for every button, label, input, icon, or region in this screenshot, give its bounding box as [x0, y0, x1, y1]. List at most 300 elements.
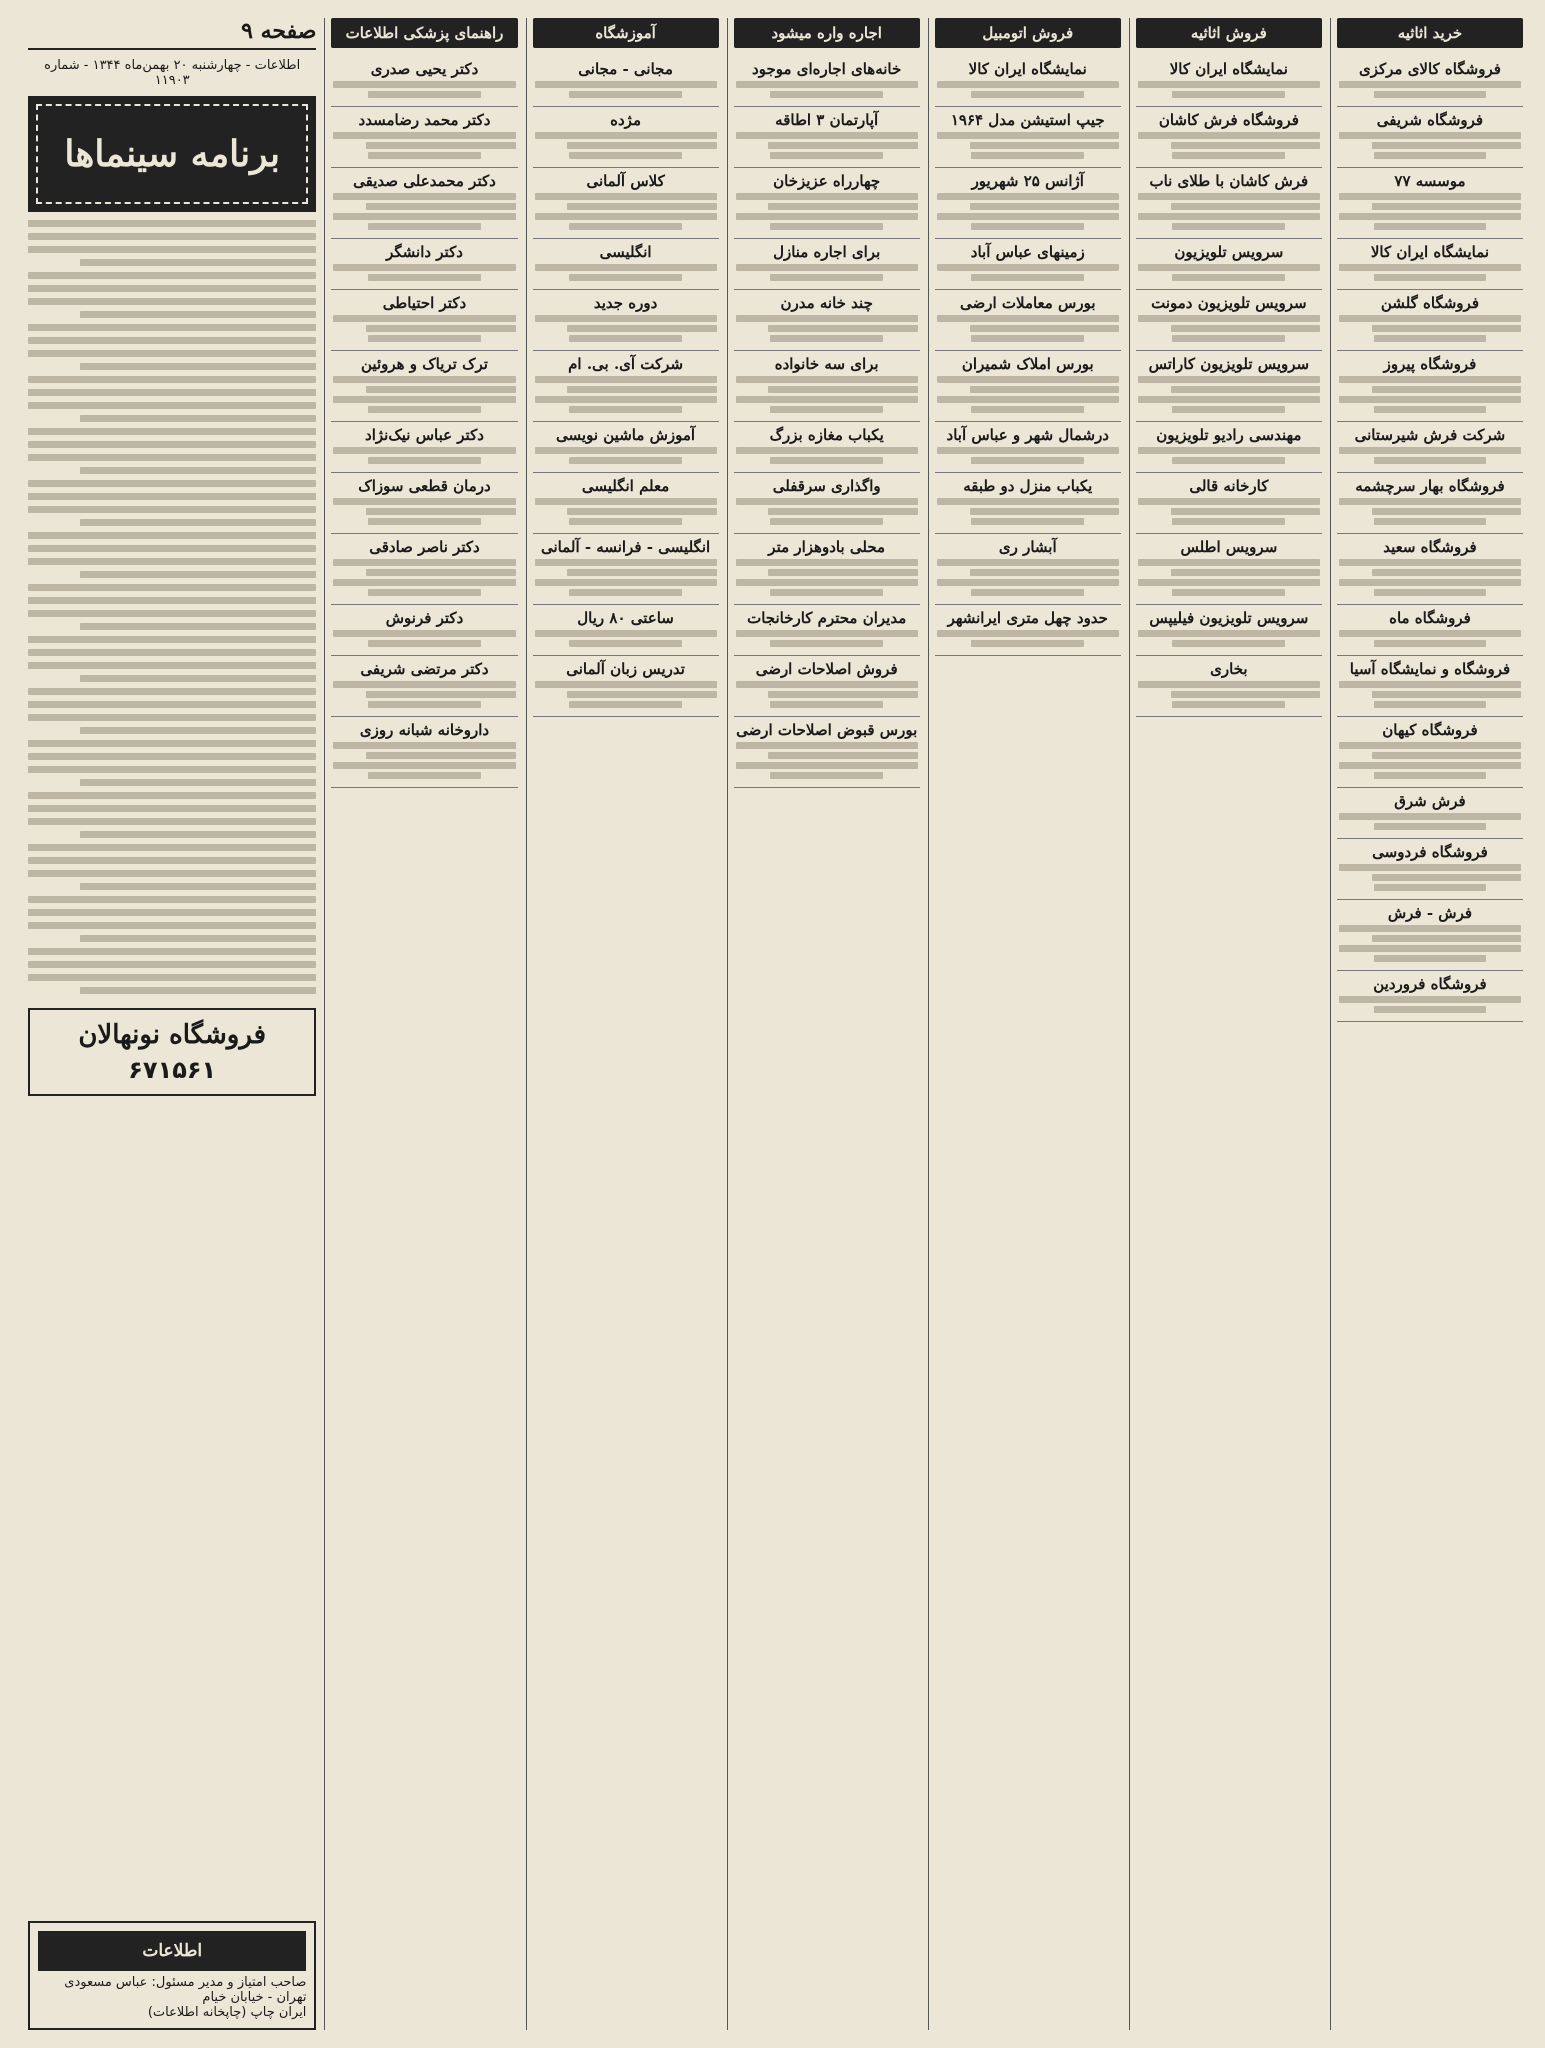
text-placeholder: [971, 406, 1084, 413]
text-placeholder: [1372, 386, 1521, 393]
classified-ad: [331, 717, 517, 788]
text-placeholder: [1172, 335, 1285, 342]
text-placeholder: [970, 142, 1119, 149]
text-placeholder: [333, 498, 515, 505]
text-placeholder: [1138, 376, 1320, 383]
text-placeholder: [28, 753, 316, 760]
text-placeholder: [28, 350, 316, 357]
imprint-line: صاحب امتیاز و مدیر مسئول: عباس مسعودی: [64, 1975, 307, 1990]
text-placeholder: [1374, 1006, 1487, 1013]
ad-title: سرویس اطلس: [1180, 538, 1278, 556]
text-placeholder: [768, 142, 917, 149]
text-placeholder: [937, 81, 1119, 88]
text-placeholder: [567, 203, 716, 210]
column-rentals: [727, 18, 920, 2030]
text-placeholder: [368, 406, 481, 413]
classified-ad: [734, 168, 920, 239]
text-placeholder: [1172, 274, 1285, 281]
classified-ad: [1136, 534, 1322, 605]
text-placeholder: [768, 203, 917, 210]
classified-ad: [1136, 168, 1322, 239]
text-placeholder: [28, 649, 316, 656]
text-placeholder: [535, 213, 717, 220]
ad-title: نمایشگاه ایران کالا: [968, 60, 1087, 78]
text-placeholder: [80, 259, 317, 266]
text-placeholder: [333, 193, 515, 200]
text-placeholder: [1339, 559, 1521, 566]
column-buy-furniture: [1330, 18, 1523, 2030]
section-header: خرید اثاثیه: [1337, 18, 1523, 48]
classified-ad: [1337, 839, 1523, 900]
text-placeholder: [1339, 193, 1521, 200]
text-placeholder: [1339, 742, 1521, 749]
classified-ad: [331, 107, 517, 168]
text-placeholder: [80, 727, 317, 734]
text-placeholder: [535, 264, 717, 271]
text-placeholder: [569, 457, 682, 464]
text-placeholder: [1339, 264, 1521, 271]
text-placeholder: [333, 81, 515, 88]
text-placeholder: [535, 447, 717, 454]
classified-ad: [1337, 656, 1523, 717]
ad-title: فرش - فرش: [1387, 904, 1473, 922]
ad-title: دکتر ناصر صادقی: [369, 538, 480, 556]
text-placeholder: [1138, 264, 1320, 271]
text-placeholder: [1171, 325, 1320, 332]
text-placeholder: [80, 519, 317, 526]
ad-title: ساعتی ۸۰ ریال: [577, 609, 674, 627]
text-placeholder: [1339, 996, 1521, 1003]
imprint-box: [28, 1921, 316, 2030]
ad-title: موسسه ۷۷: [1394, 172, 1466, 190]
text-placeholder: [971, 335, 1084, 342]
ad-title: دکتر مرتضی شریفی: [360, 660, 489, 678]
text-placeholder: [1171, 569, 1320, 576]
ad-title: برای اجاره منازل: [773, 243, 881, 261]
text-placeholder: [368, 589, 481, 596]
classified-ad: [1337, 56, 1523, 107]
ad-title: فروشگاه کالای مرکزی: [1359, 60, 1501, 78]
text-placeholder: [80, 987, 317, 994]
text-placeholder: [1372, 325, 1521, 332]
text-placeholder: [1374, 335, 1487, 342]
text-placeholder: [1374, 823, 1487, 830]
text-placeholder: [1372, 508, 1521, 515]
classified-ad: [533, 422, 719, 473]
text-placeholder: [366, 203, 515, 210]
classified-ad: [734, 717, 920, 788]
text-placeholder: [770, 640, 883, 647]
ad-title: آموزش ماشین نویسی: [556, 426, 696, 444]
text-placeholder: [28, 558, 316, 565]
text-placeholder: [333, 579, 515, 586]
text-placeholder: [28, 285, 316, 292]
ad-title: دکتر احتیاطی: [382, 294, 467, 312]
text-placeholder: [1138, 630, 1320, 637]
section-header: اجاره واره میشود: [734, 18, 920, 48]
text-placeholder: [28, 389, 316, 396]
text-placeholder: [1138, 681, 1320, 688]
classified-ad: [331, 656, 517, 717]
text-placeholder: [1374, 640, 1487, 647]
issue-line: اطلاعات - چهارشنبه ۲۰ بهمن‌ماه ۱۳۴۴ - شماره ۱۱۹۰۳: [44, 58, 301, 88]
ad-title: آژانس ۲۵ شهریور: [971, 172, 1084, 190]
text-placeholder: [28, 337, 316, 344]
text-placeholder: [1138, 81, 1320, 88]
store-phone: ۶۷۱۵۶۱: [128, 1056, 217, 1084]
text-placeholder: [28, 428, 316, 435]
classified-ad: [1337, 107, 1523, 168]
classified-ad: [1337, 788, 1523, 839]
text-placeholder: [1171, 691, 1320, 698]
text-placeholder: [80, 623, 317, 630]
text-placeholder: [770, 152, 883, 159]
text-placeholder: [567, 386, 716, 393]
text-placeholder: [28, 922, 316, 929]
text-placeholder: [28, 545, 316, 552]
text-placeholder: [1172, 223, 1285, 230]
text-placeholder: [333, 762, 515, 769]
text-placeholder: [971, 274, 1084, 281]
text-placeholder: [80, 935, 317, 942]
text-placeholder: [28, 766, 316, 773]
classified-ad: [1136, 351, 1322, 422]
classified-ad: [331, 422, 517, 473]
ad-title: فرش کاشان با طلای ناب: [1149, 172, 1309, 190]
ad-title: فروشگاه و نمایشگاه آسیا: [1349, 660, 1511, 678]
classified-ad: [1337, 605, 1523, 656]
ad-title: فروشگاه ماه: [1389, 609, 1471, 627]
text-placeholder: [80, 415, 317, 422]
text-placeholder: [28, 740, 316, 747]
text-placeholder: [1372, 935, 1521, 942]
cinema-banner: برنامه سینماها: [28, 96, 316, 212]
ad-title: دکتر یحیی صدری: [370, 60, 479, 78]
text-placeholder: [770, 589, 883, 596]
text-placeholder: [28, 896, 316, 903]
ad-title: محلی بادوهزار متر: [768, 538, 886, 556]
classified-ad: [1136, 290, 1322, 351]
text-placeholder: [28, 610, 316, 617]
classified-ad: [935, 168, 1121, 239]
ad-title: واگذاری سرقفلی: [772, 477, 881, 495]
text-placeholder: [937, 630, 1119, 637]
text-placeholder: [1374, 406, 1487, 413]
text-placeholder: [28, 974, 316, 981]
text-placeholder: [1339, 762, 1521, 769]
text-placeholder: [368, 640, 481, 647]
text-placeholder: [569, 274, 682, 281]
text-placeholder: [569, 406, 682, 413]
text-placeholder: [535, 498, 717, 505]
text-placeholder: [366, 691, 515, 698]
text-placeholder: [567, 325, 716, 332]
classified-ad: [331, 239, 517, 290]
text-placeholder: [28, 870, 316, 877]
ad-title: نمایشگاه ایران کالا: [1370, 243, 1490, 261]
ad-title: فروشگاه فرش کاشان: [1158, 111, 1299, 129]
text-placeholder: [736, 681, 918, 688]
ad-title: معلم انگلیسی: [581, 477, 670, 495]
text-placeholder: [28, 792, 316, 799]
text-placeholder: [768, 325, 917, 332]
text-placeholder: [368, 701, 481, 708]
ad-title: بخاری: [1210, 660, 1248, 678]
text-placeholder: [535, 376, 717, 383]
classified-ad: [331, 56, 517, 107]
text-placeholder: [736, 762, 918, 769]
ad-title: مژده: [610, 111, 641, 129]
text-placeholder: [333, 213, 515, 220]
text-placeholder: [1374, 152, 1487, 159]
ad-title: فروشگاه پیروز: [1383, 355, 1477, 373]
text-placeholder: [28, 948, 316, 955]
classified-ad: [533, 56, 719, 107]
text-placeholder: [1339, 630, 1521, 637]
text-placeholder: [28, 688, 316, 695]
text-placeholder: [368, 772, 481, 779]
text-placeholder: [1374, 274, 1487, 281]
ad-title: آپارتمان ۳ اطاقه: [775, 111, 879, 129]
text-placeholder: [569, 589, 682, 596]
text-placeholder: [736, 213, 918, 220]
text-placeholder: [937, 213, 1119, 220]
text-placeholder: [535, 396, 717, 403]
text-placeholder: [768, 752, 917, 759]
text-placeholder: [333, 376, 515, 383]
text-placeholder: [736, 376, 918, 383]
text-placeholder: [1138, 559, 1320, 566]
classified-ad: [1337, 351, 1523, 422]
classified-ad: [1136, 605, 1322, 656]
text-placeholder: [770, 274, 883, 281]
section-header: آموزشگاه: [533, 18, 719, 48]
text-placeholder: [535, 630, 717, 637]
text-placeholder: [1171, 508, 1320, 515]
classified-ad: [1337, 900, 1523, 971]
text-placeholder: [1138, 213, 1320, 220]
text-placeholder: [1138, 579, 1320, 586]
classified-ad: [1337, 534, 1523, 605]
text-placeholder: [366, 752, 515, 759]
text-placeholder: [28, 298, 316, 305]
classified-ad: [1136, 239, 1322, 290]
ad-title: آبشار ری: [998, 538, 1057, 556]
ad-title: کلاس آلمانی: [586, 172, 665, 190]
text-placeholder: [1374, 955, 1487, 962]
imprint-line: ایران چاپ (چاپخانه اطلاعات): [147, 2005, 307, 2020]
text-placeholder: [28, 714, 316, 721]
text-placeholder: [1172, 406, 1285, 413]
text-placeholder: [937, 264, 1119, 271]
text-placeholder: [80, 467, 317, 474]
ad-title: نمایشگاه ایران کالا: [1169, 60, 1288, 78]
text-placeholder: [569, 640, 682, 647]
text-placeholder: [1172, 457, 1285, 464]
classified-ad: [1337, 422, 1523, 473]
text-placeholder: [1171, 203, 1320, 210]
text-placeholder: [333, 315, 515, 322]
text-placeholder: [768, 569, 917, 576]
text-placeholder: [1339, 813, 1521, 820]
text-placeholder: [937, 396, 1119, 403]
classified-ad: [533, 351, 719, 422]
text-placeholder: [770, 701, 883, 708]
classified-ad: [1136, 56, 1322, 107]
text-placeholder: [28, 220, 316, 227]
section-header: فروش اثاثیه: [1136, 18, 1322, 48]
text-placeholder: [1138, 193, 1320, 200]
classified-ad: [1337, 290, 1523, 351]
ad-title: سرویس تلویزیون: [1174, 243, 1284, 261]
text-placeholder: [1138, 498, 1320, 505]
column-sell-furniture: [1129, 18, 1322, 2030]
text-placeholder: [736, 579, 918, 586]
text-placeholder: [1339, 81, 1521, 88]
ad-title: مجانی - مجانی: [578, 60, 673, 78]
text-placeholder: [368, 335, 481, 342]
text-placeholder: [28, 909, 316, 916]
classified-ad: [533, 239, 719, 290]
text-placeholder: [970, 203, 1119, 210]
classified-ad: [734, 656, 920, 717]
text-placeholder: [80, 831, 317, 838]
classified-ad: [533, 605, 719, 656]
ad-title: دکتر عباس نیک‌نژاد: [365, 426, 484, 444]
classified-ad: [331, 605, 517, 656]
text-placeholder: [28, 857, 316, 864]
text-placeholder: [768, 691, 917, 698]
ad-title: بورس املاک شمیران: [961, 355, 1094, 373]
ad-title: درشمال شهر و عباس آباد: [946, 426, 1109, 444]
ad-title: فروشگاه شریفی: [1376, 111, 1484, 129]
ad-title: چهارراه عزیزخان: [773, 172, 881, 190]
masthead: [28, 18, 316, 50]
text-placeholder: [1374, 223, 1487, 230]
text-placeholder: [368, 223, 481, 230]
text-placeholder: [333, 396, 515, 403]
text-placeholder: [1138, 396, 1320, 403]
text-placeholder: [80, 311, 317, 318]
text-placeholder: [1172, 91, 1285, 98]
ad-title: جیپ استیشن مدل ۱۹۶۴: [950, 111, 1105, 129]
text-placeholder: [80, 675, 317, 682]
text-placeholder: [368, 91, 481, 98]
text-placeholder: [1372, 752, 1521, 759]
text-placeholder: [736, 559, 918, 566]
text-placeholder: [569, 152, 682, 159]
ad-title: فروشگاه بهار سرچشمه: [1355, 477, 1505, 495]
text-placeholder: [28, 818, 316, 825]
page-number: صفحه ۹: [241, 18, 317, 44]
text-placeholder: [366, 569, 515, 576]
text-placeholder: [28, 272, 316, 279]
text-placeholder: [770, 518, 883, 525]
text-placeholder: [28, 376, 316, 383]
text-placeholder: [567, 508, 716, 515]
text-placeholder: [1138, 315, 1320, 322]
classified-ad: [533, 473, 719, 534]
text-placeholder: [1339, 681, 1521, 688]
text-placeholder: [1339, 376, 1521, 383]
classified-ad: [935, 534, 1121, 605]
text-placeholder: [333, 630, 515, 637]
ad-title: فروشگاه فردوسی: [1372, 843, 1488, 861]
imprint-title: اطلاعات: [38, 1931, 306, 1971]
classified-ad: [734, 422, 920, 473]
ad-title: سرویس تلویزیون دمونت: [1151, 294, 1307, 312]
classified-ad: [1136, 107, 1322, 168]
text-placeholder: [736, 742, 918, 749]
text-placeholder: [770, 223, 883, 230]
text-placeholder: [770, 335, 883, 342]
text-placeholder: [333, 132, 515, 139]
classified-ad: [935, 107, 1121, 168]
text-placeholder: [1138, 132, 1320, 139]
text-placeholder: [28, 961, 316, 968]
ad-title: حدود چهل متری ایرانشهر: [947, 609, 1108, 627]
text-placeholder: [1374, 589, 1487, 596]
text-placeholder: [1372, 203, 1521, 210]
text-placeholder: [535, 81, 717, 88]
text-placeholder: [28, 480, 316, 487]
classified-ad: [734, 534, 920, 605]
ad-title: فروشگاه گلشن: [1380, 294, 1479, 312]
ad-title: چند خانه مدرن: [780, 294, 873, 312]
classified-ad: [1136, 656, 1322, 717]
ad-title: مهندسی رادیو تلویزیون: [1156, 426, 1302, 444]
classified-ad: [734, 473, 920, 534]
ad-title: یکباب مغازه بزرگ: [769, 426, 884, 444]
classified-ad: [734, 107, 920, 168]
text-placeholder: [366, 386, 515, 393]
text-placeholder: [1339, 945, 1521, 952]
text-placeholder: [333, 742, 515, 749]
classified-ad: [1337, 971, 1523, 1022]
column-medical: [324, 18, 517, 2030]
ad-title: تدریس زبان آلمانی: [566, 660, 685, 678]
classified-ad: [1337, 717, 1523, 788]
text-placeholder: [937, 376, 1119, 383]
classified-ad: [734, 56, 920, 107]
text-placeholder: [736, 396, 918, 403]
text-placeholder: [736, 447, 918, 454]
ad-title: انگلیسی - فرانسه - آلمانی: [540, 538, 711, 556]
ad-title: بورس معاملات ارضی: [960, 294, 1096, 312]
classified-ad: [331, 168, 517, 239]
text-placeholder: [368, 274, 481, 281]
text-placeholder: [770, 772, 883, 779]
text-placeholder: [569, 518, 682, 525]
text-placeholder: [1374, 91, 1487, 98]
text-placeholder: [770, 406, 883, 413]
text-placeholder: [937, 498, 1119, 505]
classified-ad: [1337, 239, 1523, 290]
text-placeholder: [937, 579, 1119, 586]
text-placeholder: [366, 325, 515, 332]
text-placeholder: [28, 454, 316, 461]
text-placeholder: [1372, 691, 1521, 698]
ad-title: درمان قطعی سوزاک: [358, 477, 491, 495]
text-placeholder: [971, 223, 1084, 230]
text-placeholder: [28, 636, 316, 643]
text-placeholder: [1171, 386, 1320, 393]
text-placeholder: [736, 498, 918, 505]
text-placeholder: [1339, 213, 1521, 220]
ad-title: فروش اصلاحات ارضی: [755, 660, 898, 678]
classified-ad: [935, 422, 1121, 473]
text-placeholder: [28, 233, 316, 240]
